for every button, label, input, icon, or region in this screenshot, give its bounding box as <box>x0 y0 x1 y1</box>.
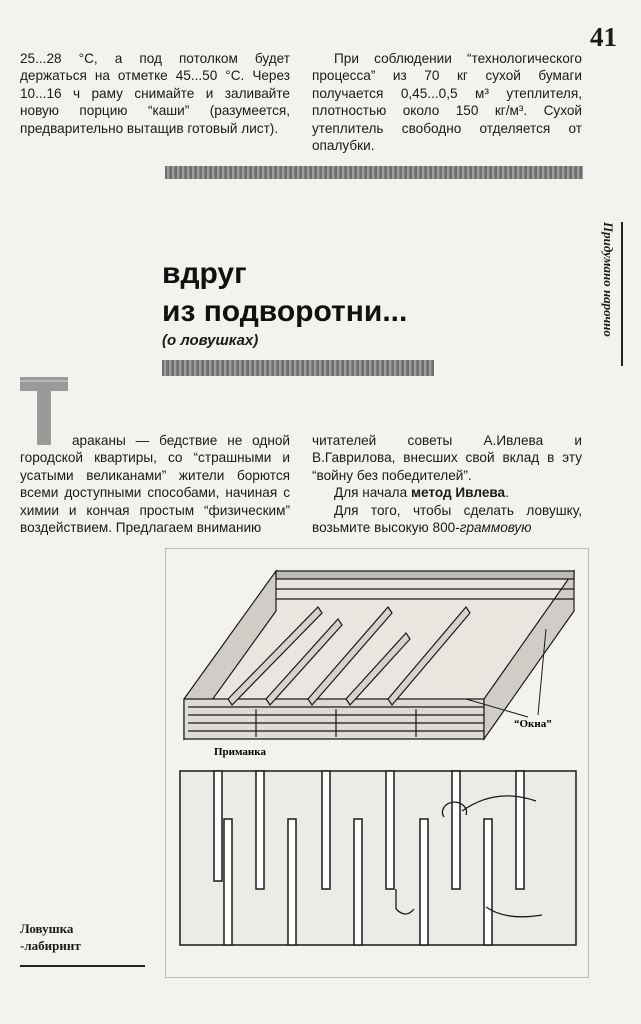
title-line-2: из подворотни... <box>162 295 408 328</box>
top-left-column <box>20 50 290 137</box>
method-name: метод Ивлева <box>410 485 506 501</box>
side-heading-rule <box>621 222 623 366</box>
body-right-paragraph-2: Для начала метод Ивлева. <box>334 485 509 501</box>
trap-illustration <box>165 548 589 978</box>
page-number: 41 <box>590 22 617 52</box>
title-underline-band <box>162 360 434 376</box>
top-left-paragraph: 25...28 °С, а под потолком будет держаться на отметке 45...50 °С. Через 10...16 ч раму снимайте и заливайте новую порцию “каши” (разумеется, предварительно вытащив готовый лист). <box>20 51 290 136</box>
figure-caption <box>20 920 81 954</box>
trap-top-view <box>180 771 576 945</box>
body-right-paragraph-3: Для того, чтобы сделать ловушку, возьмите высокую 800-граммовую <box>312 502 582 536</box>
side-heading-text: Придумано нарочно <box>601 222 616 337</box>
bait-label: Приманка <box>214 746 266 758</box>
body-right-paragraph-1: читателей советы А.Ивлева и В.Гаврилова, внесших свой вклад в эту “войну без победителей”. <box>312 433 582 483</box>
article-title <box>162 255 407 331</box>
caption-rule <box>20 965 145 967</box>
article-subtitle: (о ловушках) <box>162 332 259 349</box>
top-right-paragraph: При соблюдении “технологического процесса” из 70 кг сухой бумаги получается 0,45...0,5 м³ утеплителя, плотностью около 150 кг/м³. Сухой утеплитель свободно отделяется от опалубки. <box>312 51 582 154</box>
windows-label: “Окна” <box>514 718 552 730</box>
body-left-paragraph: араканы — бедствие не одной городской квартиры, со “страшными и усатыми великанами” жители борются всеми доступными способами, начиная с химии и кончая простым “физическим” воздействием. Предлагаем вниманию <box>20 433 290 536</box>
top-right-column <box>312 50 582 154</box>
caption-line-1: Ловушка <box>20 921 74 936</box>
side-heading <box>600 222 618 372</box>
section-divider-band <box>165 166 583 179</box>
caption-line-2: -лабиринт <box>20 938 81 953</box>
body-right-column <box>312 432 582 536</box>
trap-drawing <box>166 549 588 977</box>
body-left-column <box>20 432 290 536</box>
title-line-1: вдруг <box>162 257 247 290</box>
